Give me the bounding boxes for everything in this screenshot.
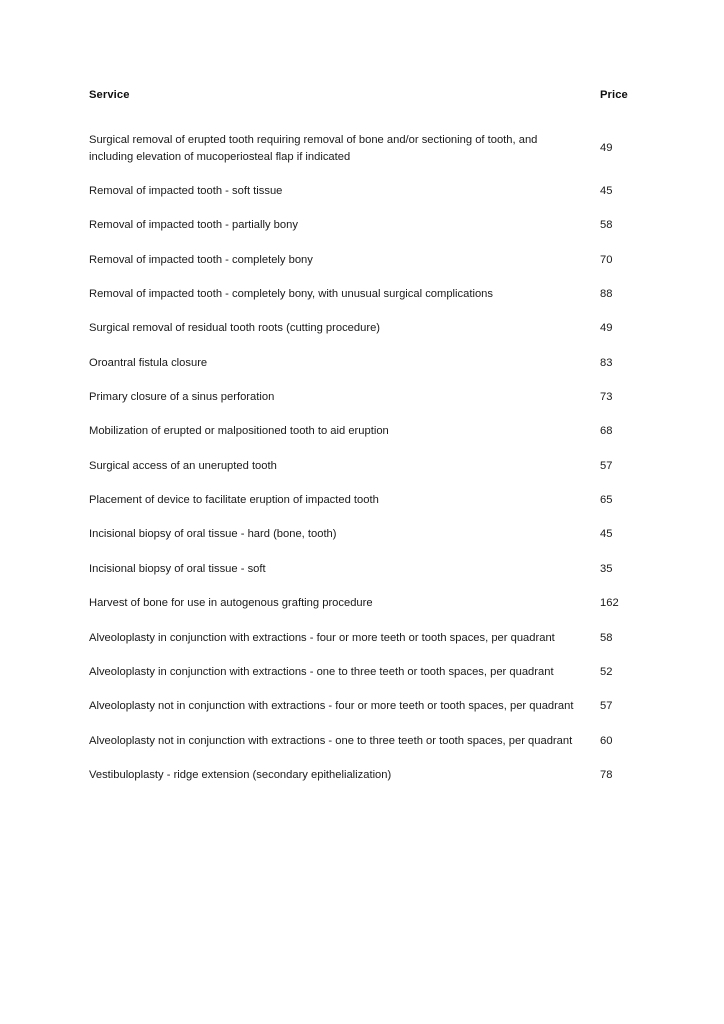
service-price-cell: 65 — [600, 494, 613, 507]
price-list-sheet — [89, 88, 634, 795]
service-name-cell: Mobilization of erupted or malpositioned tooth to aid eruption — [89, 425, 389, 438]
service-name-cell: Oroantral fistula closure — [89, 356, 208, 369]
table-row — [89, 417, 634, 451]
service-price-cell: 49 — [600, 322, 613, 335]
service-price-cell: 58 — [600, 219, 613, 232]
service-price-cell: 45 — [600, 184, 613, 197]
table-row — [89, 314, 634, 348]
service-name-cell: Alveoloplasty not in conjunction with extractions - one to three teeth or tooth spaces, per quadrant — [89, 734, 573, 747]
table-row — [89, 451, 634, 485]
service-name-cell: Removal of impacted tooth - completely bony, with unusual surgical complications — [89, 287, 493, 300]
table-row — [89, 760, 634, 794]
table-row — [89, 382, 634, 416]
service-price-cell: 162 — [600, 597, 619, 610]
service-name-cell: Vestibuloplasty - ridge extension (secondary epithelialization) — [89, 768, 392, 781]
service-price-cell: 68 — [600, 425, 613, 438]
service-price-cell: 78 — [600, 768, 613, 781]
table-row — [89, 692, 634, 726]
table-row — [89, 589, 634, 623]
service-name-cell: Alveoloplasty in conjunction with extractions - one to three teeth or tooth spaces, per quadrant — [89, 665, 554, 678]
service-price-cell: 88 — [600, 287, 613, 300]
service-price-cell: 70 — [600, 253, 613, 266]
table-row — [89, 726, 634, 760]
table-row — [89, 657, 634, 691]
service-name-cell: Alveoloplasty not in conjunction with extractions - four or more teeth or tooth spaces, per quadrant — [89, 700, 574, 713]
table-row — [89, 245, 634, 279]
service-name-cell: Removal of impacted tooth - soft tissue — [89, 184, 283, 197]
service-name-cell: Removal of impacted tooth - partially bony — [89, 219, 298, 232]
service-price-cell: 49 — [600, 142, 613, 155]
service-price-cell: 60 — [600, 734, 613, 747]
service-name-cell: Incisional biopsy of oral tissue - hard (bone, tooth) — [89, 528, 337, 541]
service-price-table — [89, 88, 634, 795]
service-price-cell: 57 — [600, 700, 613, 713]
table-row — [89, 486, 634, 520]
table-row — [89, 279, 634, 313]
service-name-cell: Placement of device to facilitate eruption of impacted tooth — [89, 494, 379, 507]
service-name-cell: Surgical removal of erupted tooth requiring removal of bone and/or sectioning of tooth, and including elevation of mucoperiosteal flap if indicated — [89, 133, 538, 163]
service-name-cell: Alveoloplasty in conjunction with extractions - four or more teeth or tooth spaces, per quadrant — [89, 631, 555, 644]
service-name-cell: Surgical removal of residual tooth roots (cutting procedure) — [89, 322, 381, 335]
table-row — [89, 211, 634, 245]
column-header-price: Price — [600, 89, 628, 101]
table-body — [89, 125, 634, 795]
table-row — [89, 520, 634, 554]
service-price-cell: 73 — [600, 390, 613, 403]
service-price-cell: 57 — [600, 459, 613, 472]
table-row — [89, 623, 634, 657]
service-name-cell: Harvest of bone for use in autogenous grafting procedure — [89, 597, 373, 610]
table-row — [89, 348, 634, 382]
table-row — [89, 125, 634, 176]
table-header-row — [89, 88, 634, 125]
service-price-cell: 52 — [600, 665, 613, 678]
service-price-cell: 35 — [600, 562, 613, 575]
service-name-cell: Removal of impacted tooth - completely bony — [89, 253, 313, 266]
service-price-cell: 83 — [600, 356, 613, 369]
column-header-service: Service — [89, 89, 130, 101]
table-header — [89, 88, 634, 125]
service-price-cell: 58 — [600, 631, 613, 644]
service-name-cell: Incisional biopsy of oral tissue - soft — [89, 562, 266, 575]
service-price-cell: 45 — [600, 528, 613, 541]
service-name-cell: Surgical access of an unerupted tooth — [89, 459, 277, 472]
table-row — [89, 176, 634, 210]
table-row — [89, 554, 634, 588]
service-name-cell: Primary closure of a sinus perforation — [89, 390, 275, 403]
